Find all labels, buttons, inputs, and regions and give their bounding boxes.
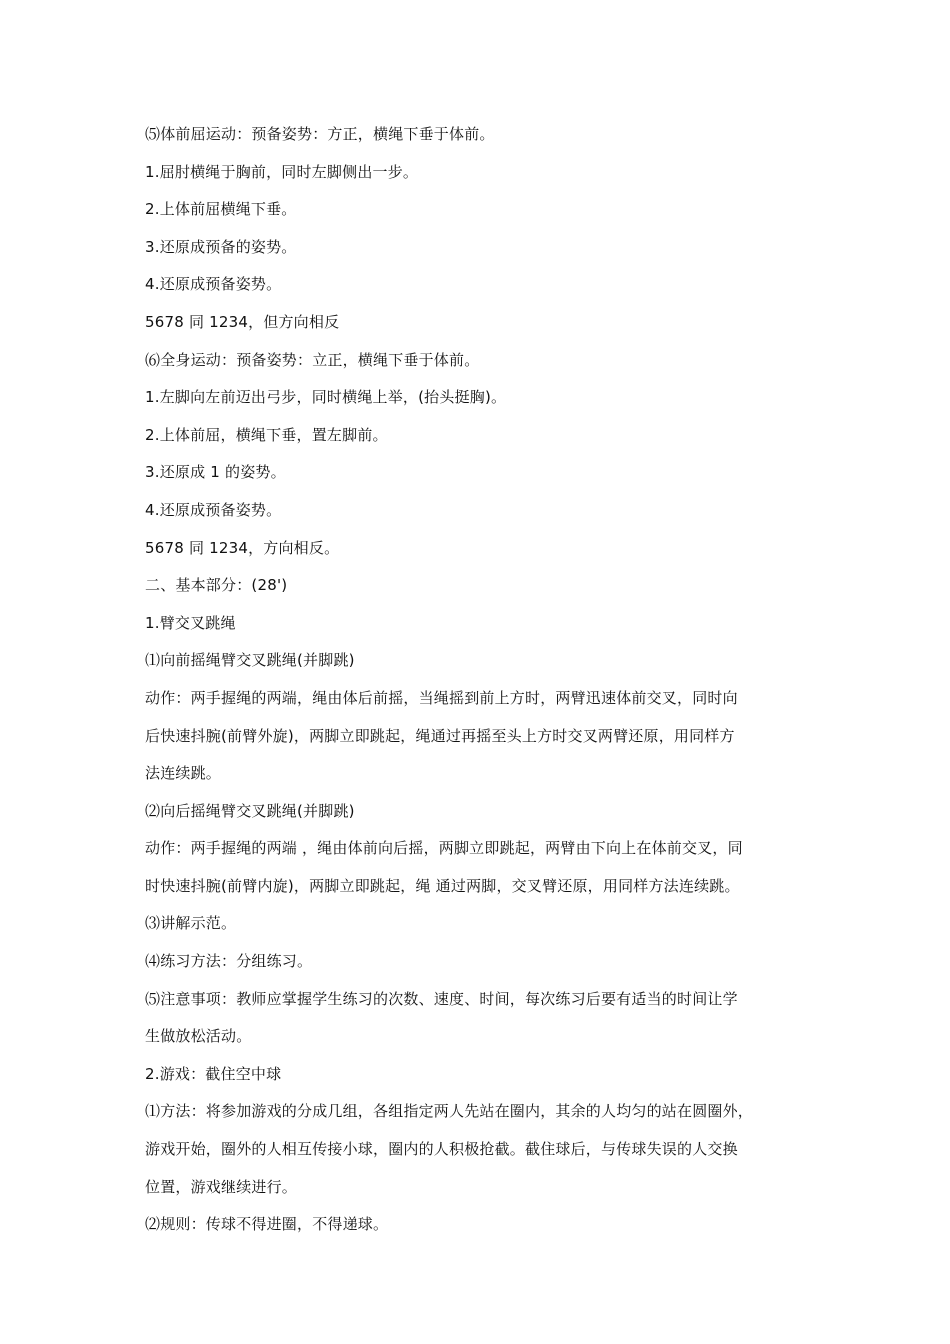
text-line: 动作：两手握绳的两端，绳由体后前摇，当绳摇到前上方时，两臂迅速体前交叉，同时向 <box>145 688 738 707</box>
text-line: 1.左脚向左前迈出弓步，同时横绳上举，(抬头挺胸)。 <box>145 388 507 407</box>
text-line: 1.臂交叉跳绳 <box>145 613 236 632</box>
text-line: ⑵向后摇绳臂交叉跳绳(并脚跳) <box>145 801 355 820</box>
section-heading: 二、基本部分：(28') <box>145 576 288 595</box>
text-line: ⑶讲解示范。 <box>145 914 237 933</box>
text-line: 位置，游戏继续进行。 <box>145 1177 298 1196</box>
text-line: ⑴向前摇绳臂交叉跳绳(并脚跳) <box>145 651 355 670</box>
text-line: 5678 同 1234，但方向相反 <box>145 312 340 331</box>
text-line: 后快速抖腕(前臂外旋)，两脚立即跳起，绳通过再摇至头上方时交叉两臂还原，用同样方 <box>145 726 735 745</box>
text-line: 1.屈肘横绳于胸前，同时左脚侧出一步。 <box>145 162 419 181</box>
text-line: ⑵规则：传球不得进圈，不得递球。 <box>145 1215 389 1234</box>
text-line: ⑷练习方法：分组练习。 <box>145 952 313 971</box>
text-line: 时快速抖腕(前臂内旋)，两脚立即跳起，绳 通过两脚，交叉臂还原，用同样方法连续跳。 <box>145 876 740 895</box>
text-line: 法连续跳。 <box>145 764 222 783</box>
text-line: 3.还原成 1 的姿势。 <box>145 463 286 482</box>
text-line: 4.还原成预备姿势。 <box>145 275 282 294</box>
text-line: 3.还原成预备的姿势。 <box>145 237 297 256</box>
text-line: ⑹全身运动：预备姿势：立正，横绳下垂于体前。 <box>145 350 480 369</box>
text-line: 生做放松活动。 <box>145 1027 252 1046</box>
text-line: ⑴方法：将参加游戏的分成几组，各组指定两人先站在圈内，其余的人均匀的站在圆圈外， <box>145 1102 754 1121</box>
text-line: 5678 同 1234，方向相反。 <box>145 538 340 557</box>
document-body <box>145 116 810 1244</box>
text-line: 2.上体前屈，横绳下垂，置左脚前。 <box>145 425 388 444</box>
text-line: ⑸体前屈运动：预备姿势：方正，横绳下垂于体前。 <box>145 125 495 143</box>
text-line: ⑸注意事项：教师应掌握学生练习的次数、速度、时间，每次练习后要有适当的时间让学 <box>145 989 738 1008</box>
text-line: 游戏开始，圈外的人相互传接小球，圈内的人积极抢截。截住球后，与传球失误的人交换 <box>145 1140 738 1159</box>
text-line: 2.游戏：截住空中球 <box>145 1064 282 1083</box>
text-line: 动作：两手握绳的两端 ，绳由体前向后摇，两脚立即跳起，两臂由下向上在体前交叉，同 <box>145 839 743 858</box>
text-line: 4.还原成预备姿势。 <box>145 500 282 519</box>
text-line: 2.上体前屈横绳下垂。 <box>145 200 297 219</box>
